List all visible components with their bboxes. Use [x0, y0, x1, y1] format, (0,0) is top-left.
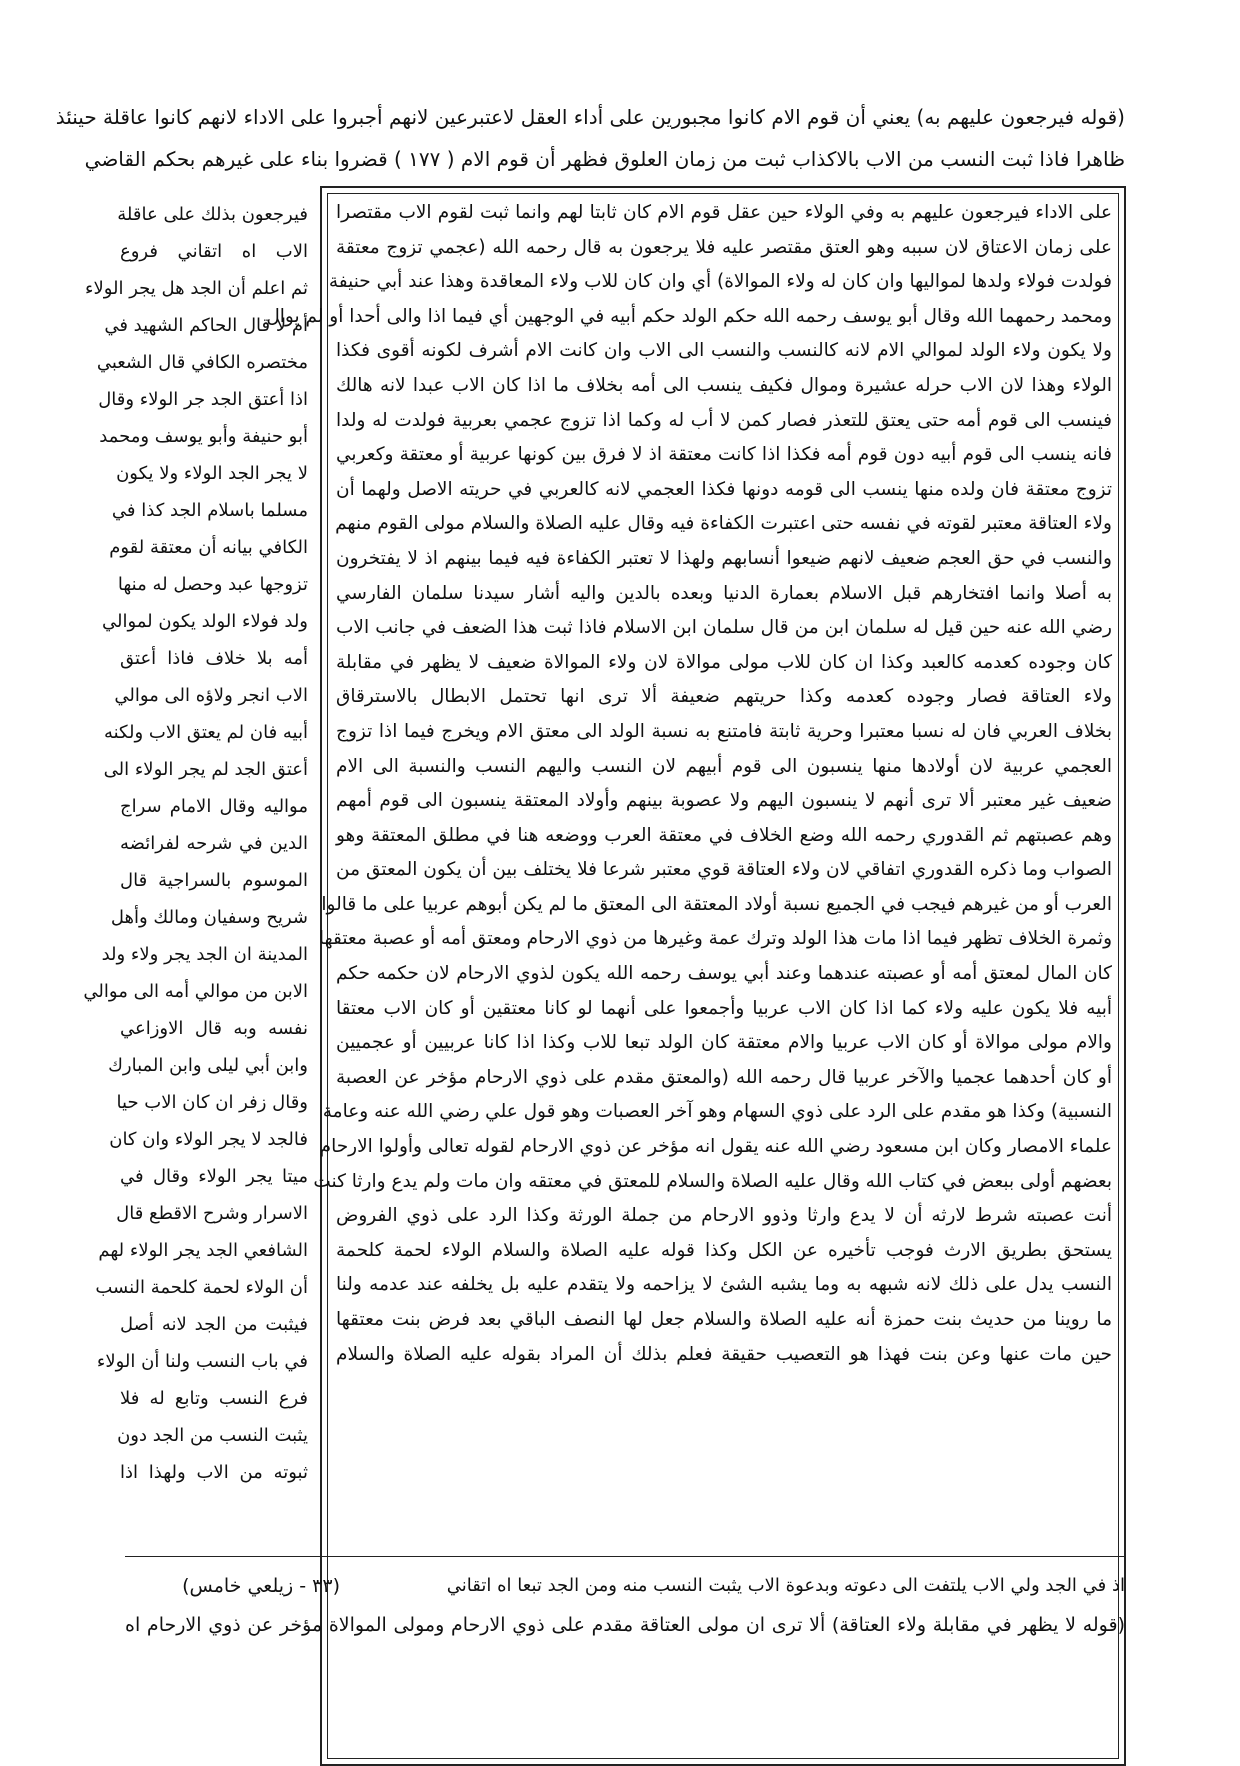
main-text-line: أنت عصبته شرط لارثه أن لا يدع وارثا وذوو الارحام من جملة الورثة وكذا الرد على ذوي الفروض: [336, 1205, 1112, 1227]
margin-text-line: الاسرار وشرح الاقطع قال: [116, 1203, 308, 1224]
main-text-line: على الاداء فيرجعون عليهم به وفي الولاء حين عقل قوم الام كان ثابتا لهم وانما ثبت لقوم الاب مقتصرا: [336, 202, 1112, 223]
margin-text-line: يثبت النسب من الجد دون: [117, 1425, 308, 1446]
main-text-line: الصواب وما ذكره القدوري اتفاقي لان ولاء العتاقة قوي معتبر شرعا فلا يختلف بين أن يكون المعتق من: [336, 859, 1112, 881]
margin-text-line: أم لا قال الحاكم الشهيد في: [104, 315, 308, 336]
margin-text-line: ولد فولاء الولد يكون لموالي: [101, 611, 308, 632]
margin-text-line: الابن من موالي أمه الى موالي: [83, 981, 308, 1002]
main-text-line: بعضهم أولى ببعض في كتاب الله وقال عليه الصلاة والسلام للمعتق في معتقه وان مات ولم يدع وارثا كنت: [313, 1170, 1112, 1192]
main-text-line: ومحمد رحمهما الله وقال أبو يوسف رحمه الله حكم الولد حكم أبيه في الوجهين أي فيما اذا والى أحدا أو لم يوال: [266, 305, 1112, 327]
margin-text-line: الاب اه اتقاني فروع: [120, 241, 308, 262]
margin-text-line: تزوجها عبد وحصل له منها: [117, 574, 308, 595]
main-text-line: يستحق بطريق الارث فوجب تأخيره عن الكل وكذا قوله عليه الصلاة والسلام الولاء لحمة كلحمة: [336, 1239, 1112, 1261]
margin-text-line: الموسوم بالسراجية قال: [120, 870, 308, 891]
margin-text-line: فيثبت من الجد لانه أصل: [120, 1314, 308, 1335]
main-text-line: أبيه فلا يكون عليه ولاء كما اذا كان الاب عربيا وأجمعوا على أنهما لو كانا معتقين أو كان الاب معتقا: [336, 997, 1112, 1019]
main-text-line: النسبية) وكذا هو مقدم على الرد على ذوي السهام وهو آخر العصبات وهو قول علي رضي الله عنه وعامة: [322, 1101, 1112, 1123]
main-text-line: علماء الامصار وكان ابن مسعود رضي الله عنه يقول انه مؤخر عن ذوي الارحام لقوله تعالى وأولوا الارحام: [319, 1136, 1112, 1158]
margin-text-line: شريح وسفيان ومالك وأهل: [110, 907, 308, 928]
margin-text-line: فرع النسب وتابع له فلا: [120, 1388, 308, 1409]
footer-rule: [125, 1556, 1125, 1557]
main-text-line: النسب يدل على ذلك لانه شبهه به وما يشبه الشئ لا يزاحمه ولا يتقدم عليه بل يخلفه عند عدمه ولنا: [336, 1274, 1112, 1296]
margin-text-line: أمه بلا خلاف فاذا أعتق: [120, 648, 308, 669]
margin-text-line: مسلما باسلام الجد كذا في: [111, 500, 308, 521]
margin-text-line: الدين في شرحه لفرائضه: [120, 833, 308, 854]
margin-text-line: مواليه وقال الامام سراج: [120, 796, 308, 817]
margin-text-line: فالجد لا يجر الولاء وان كان: [109, 1129, 308, 1150]
main-text-line: به أصلا وانما افتخارهم قبل الاسلام بعمارة الدنيا وبعده بالدين واليه أشار سيدنا سلمان الفارسي: [336, 582, 1112, 604]
main-text-line: العرب أو من غيرهم فيجب في الجميع نسبة أولاد المعتقة الى المعتق ما لم يكن أبوهم عربيا على ما قالوا: [321, 893, 1112, 915]
main-text-line: الولاء وهذا لان الاب حرله عشيرة وموال فكيف ينسب الى أمه بخلاف ما اذا كان الاب عبدا لانه هالك: [336, 374, 1112, 396]
main-text-line: على زمان الاعتاق لان سببه وهو العتق مقتصر عليه فلا يرجعون به قال رحمه الله (عجمي تزوج معتقة: [336, 236, 1112, 258]
margin-text-line: ثم اعلم أن الجد هل يجر الولاء: [85, 278, 308, 299]
margin-text-line: أبو حنيفة وأبو يوسف ومحمد: [99, 426, 308, 447]
main-text-line: والنسب في حق العجم ضعيف لانهم ضيعوا أنسابهم ولهذا لا تعتبر الكفاءة فيه فيما بينهم اذ لا يفتخرون: [336, 547, 1112, 569]
margin-text-line: مختصره الكافي قال الشعبي: [96, 352, 308, 373]
margin-text-line: الكافي بيانه أن معتقة لقوم: [109, 537, 308, 558]
main-text-line: ولا يكون ولاء الولد لموالي الام لانه كالنسب والنسب الى الاب وان كانت الام أشرف لكونه أقوى فكذا: [336, 340, 1112, 362]
main-text-line: أو كان أحدهما عجميا والآخر عربيا قال رحمه الله (والمعتق مقدم على ذوي الارحام مؤخر عن العصبة: [336, 1066, 1112, 1088]
margin-text-line: الشافعي الجد يجر الولاء لهم: [98, 1240, 308, 1261]
main-text-line: فينسب الى قوم أمه حتى يعتق للتعذر فصار كمن لا أب له وكما اذا تزوج عجمي بعربية فولدت له ولدا: [336, 409, 1112, 431]
main-text-line: حين مات عنها وعن بنت فهذا هو التعصيب حقيقة فعلم بذلك أن المراد بقوله عليه الصلاة والسلام: [336, 1343, 1112, 1365]
main-text-line: رضي الله عنه حين قيل له سلمان ابن من قال سلمان ابن الاسلام فاذا ثبت هذا الضعف في جانب الاب: [336, 617, 1112, 639]
margin-text-line: المدينة ان الجد يجر ولاء ولد: [101, 944, 308, 965]
main-text-line: ما روينا من حديث بنت حمزة أنه عليه الصلاة والسلام جعل لها النصف الباقي بعد فرض بنت معتقها: [336, 1309, 1112, 1330]
margin-text-line: في باب النسب ولنا أن الولاء: [96, 1351, 308, 1372]
main-text-line: ولاء العتاقة فصار وجوده كعدمه وكذا حريتهم ضعيفة ألا ترى انها تحتمل الابطال بالاسترقاق: [336, 686, 1112, 708]
main-text-line: كان وجوده كعدمه كالعبد وكذا ان كان للاب مولى موالاة لان ولاء الموالاة ضعيف لا يظهر في مقابلة: [336, 651, 1112, 673]
header-line-2: ظاهرا فاذا ثبت النسب من الاب بالاكذاب ثبت من زمان العلوق فظهر أن قوم الام ( ١٧٧ ) قضروا بناء على غيرهم بحكم القاضي: [84, 147, 1125, 171]
margin-text-line: نفسه وبه قال الاوزاعي: [120, 1018, 308, 1039]
main-text-line: ولاء العتاقة معتبر لقوته في نفسه حتى اعتبرت الكفاءة فيه وقال عليه الصلاة والسلام مولى القوم منهم: [335, 513, 1112, 535]
main-text-line: والام مولى موالاة أو كان الاب عربيا والام معتقة كان الولد تبعا للاب وكذا اذا كانا عربيين أو عجميين: [336, 1032, 1112, 1054]
margin-text-line: فيرجعون بذلك على عاقلة: [117, 204, 308, 225]
signature-mark: (٣٣ - زيلعي خامس): [182, 1575, 340, 1597]
main-text-line: فانه ينسب الى قوم أبيه دون قوم أمه فكذا اذا كانت معتقة اذ لا فرق بين كونها عربية أو معتقة وكعربي: [336, 444, 1112, 466]
margin-text-line: ثبوته من الاب ولهذا اذا: [120, 1462, 308, 1483]
main-text-line: تزوج معتقة فان ولده منها ينسب الى قومه دونها فكذا العجمي لانه كالعربي في حريته الاصل ولهما أن: [336, 478, 1112, 500]
main-text-line: فولدت فولاء ولدها لمواليها وان كان له ولاء الموالاة) أي وان كان للاب ولاء المعاقدة وهذا عند أبي حنيفة: [328, 271, 1112, 293]
main-text-line: بخلاف العربي فان له نسبا معتبرا وحرية ثابتة فامتنع به نسبة الولد الى معتق الام ويخرج فيما اذا تزوج: [336, 720, 1112, 742]
main-text-line: وهم عصبتهم ثم القدوري رحمه الله وضع الخلاف في معتقة العرب ووضعه هنا في مطلق المعتقة وهو: [336, 824, 1112, 846]
header-line-1: (قوله فيرجعون عليهم به) يعني أن قوم الام كانوا مجبورين على أداء العقل لاعتبرعين لانهم أجبروا على الاداء لانهم كانوا عاقلة حينئذ: [55, 105, 1125, 129]
main-text-line: كان المال لمعتق أمه أو عصبته عندهما وعند أبي يوسف رحمه الله يكون لذوي الارحام لان حكمه حكم: [336, 963, 1112, 985]
main-text-column: [266, 196, 1112, 1756]
margin-text-line: أعتق الجد لم يجر الولاء الى: [103, 759, 308, 780]
margin-commentary-column: [83, 196, 308, 1736]
margin-text-line: لا يجر الجد الولاء ولا يكون: [116, 463, 308, 484]
main-text-line: العجمي عربية لان أولادها منها ينسبون الى قوم أبيهم لان النسب واليهم النسب والنسبة الى الام: [336, 755, 1112, 777]
margin-text-line: اذا أعتق الجد جر الولاء وقال: [98, 389, 308, 410]
main-text-line: ضعيف غير معتبر ألا ترى أنهم لا ينسبون اليهم ولا عصوبة بينهم وأولاد المعتقة ينسبون الى قوم أمهم: [336, 790, 1112, 812]
margin-text-line: أبيه فان لم يعتق الاب ولكنه: [103, 722, 308, 743]
footer-note: اذ في الجد ولي الاب يلتفت الى دعوته وبدعوة الاب يثبت النسب منه ومن الجد تبعا اه اتقاني: [446, 1575, 1125, 1596]
margin-text-line: الاب انجر ولاؤه الى موالي: [114, 685, 308, 706]
margin-text-line: وقال زفر ان كان الاب حيا: [116, 1092, 308, 1113]
margin-text-line: أن الولاء لحمة كلحمة النسب: [95, 1277, 308, 1298]
main-text-line: وثمرة الخلاف تظهر فيما اذا مات هذا الولد وترك عمة وغيرها من ذوي الارحام ومعتق أمه أو عصبة معتقها: [318, 928, 1112, 950]
margin-text-line: وابن أبي ليلى وابن المبارك: [108, 1055, 308, 1076]
footer-commentary-line: (قوله لا يظهر في مقابلة ولاء العتاقة) ألا ترى ان مولى العتاقة مقدم على ذوي الارحام ومولى الموالاة مؤخر عن ذوي الارحام اه: [125, 1614, 1125, 1636]
margin-text-line: ميتا يجر الولاء وقال في: [120, 1166, 308, 1187]
